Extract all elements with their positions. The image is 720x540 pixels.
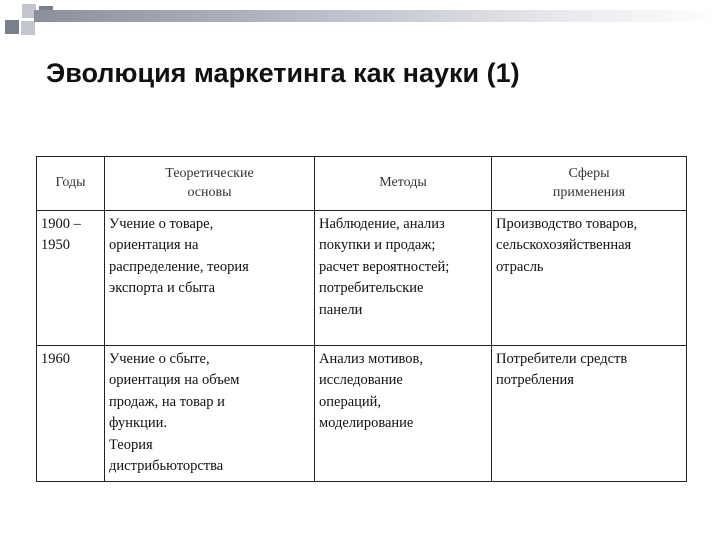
cell-line: 1900 – xyxy=(41,216,81,232)
table-row xyxy=(37,211,687,346)
cell-line: Учение о товаре, xyxy=(109,216,214,232)
cell-line: Анализ мотивов, xyxy=(319,351,423,367)
cell-line: распределение, теория xyxy=(109,258,249,275)
header-gradient-bar xyxy=(34,10,720,22)
cell-line: экспорта и сбыта xyxy=(109,280,216,297)
cell-theory xyxy=(105,346,315,482)
cell-spheres xyxy=(492,211,687,346)
header-line: применения xyxy=(552,184,626,200)
cell-line: Теория xyxy=(109,436,153,453)
cell-line: моделирование xyxy=(319,415,414,432)
cell-line: Потребители средств xyxy=(496,351,628,367)
cell-line: ориентация на объем xyxy=(109,372,240,389)
evolution-table xyxy=(36,156,687,482)
cell-spheres xyxy=(492,346,687,482)
cell-line: 1960 xyxy=(41,351,70,367)
header-line: Сферы xyxy=(568,165,610,181)
header-line: основы xyxy=(187,184,232,200)
cell-line: потребления xyxy=(496,372,574,389)
cell-methods xyxy=(315,346,492,482)
table-row xyxy=(37,346,687,482)
cell-line: 1950 xyxy=(41,237,70,254)
slide-title: Эволюция маркетинга как науки (1) xyxy=(46,58,520,88)
cell-years xyxy=(37,211,105,346)
table-header-row xyxy=(37,157,687,211)
cell-line: продаж, на товар и xyxy=(109,393,225,410)
cell-line: сельскохозяйственная xyxy=(496,237,632,254)
cell-line: покупки и продаж; xyxy=(319,237,436,254)
header-methods: Методы xyxy=(315,157,492,211)
cell-line: операций, xyxy=(319,393,382,410)
header-years: Годы xyxy=(37,157,105,211)
cell-line: расчет вероятностей; xyxy=(319,258,450,275)
cell-line: отрасль xyxy=(496,258,544,275)
deco-square xyxy=(21,21,35,35)
cell-line: Наблюдение, анализ xyxy=(319,216,445,232)
header-theory xyxy=(105,157,315,211)
cell-line: исследование xyxy=(319,372,403,389)
cell-methods xyxy=(315,211,492,346)
deco-square xyxy=(5,20,19,34)
cell-line: дистрибьюторства xyxy=(109,458,224,475)
cell-line: ориентация на xyxy=(109,237,199,254)
cell-line: потребительские xyxy=(319,280,424,297)
cell-years xyxy=(37,346,105,482)
cell-line: Учение о сбыте, xyxy=(109,351,210,367)
cell-line: панели xyxy=(319,301,363,318)
header-spheres xyxy=(492,157,687,211)
cell-line: Производство товаров, xyxy=(496,216,638,232)
cell-line: функции. xyxy=(109,415,167,432)
cell-theory xyxy=(105,211,315,346)
header-line: Теоретические xyxy=(165,165,254,181)
